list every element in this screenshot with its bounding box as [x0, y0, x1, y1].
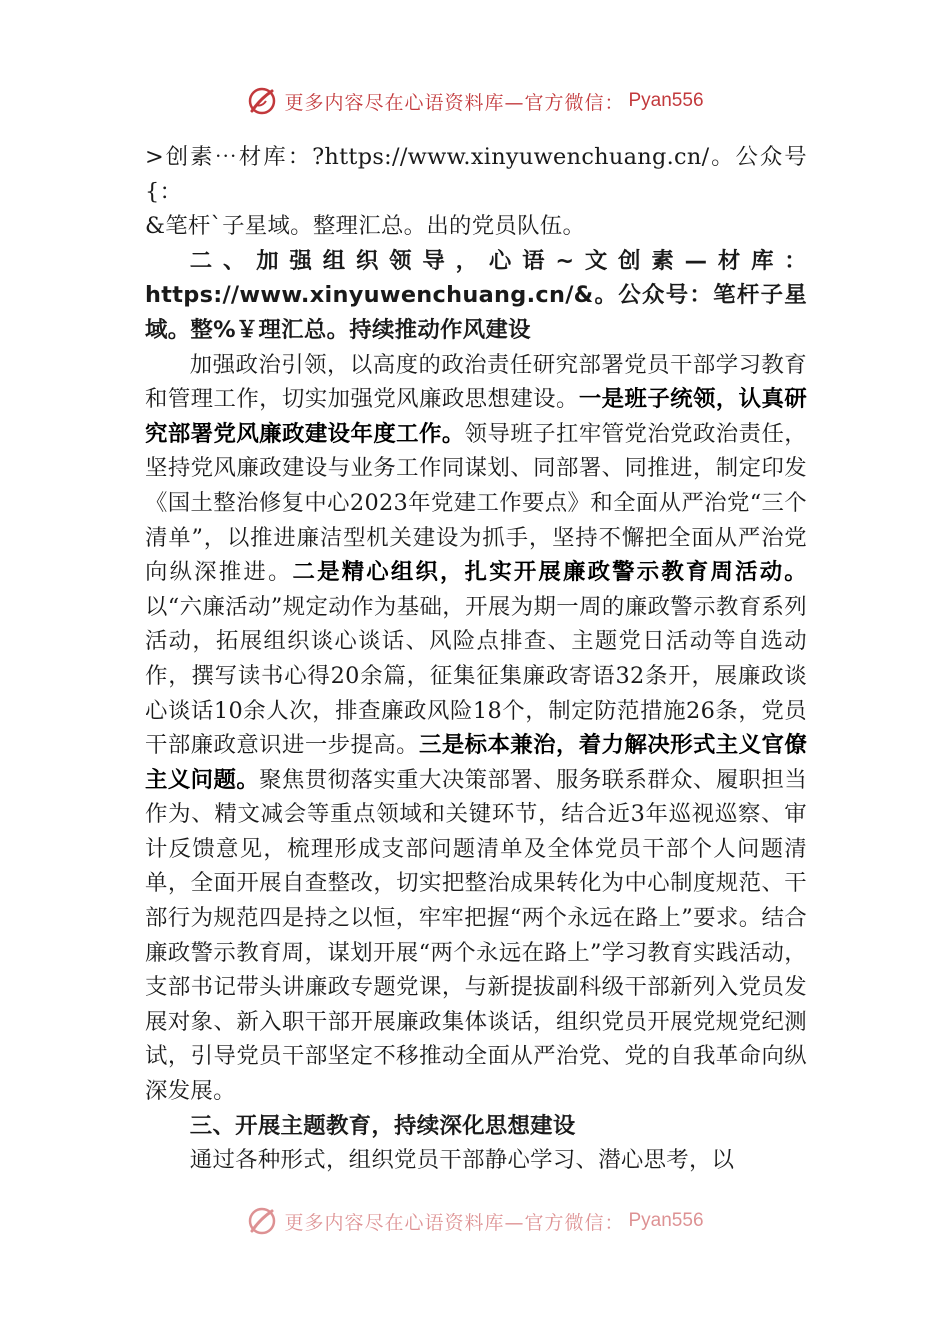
watermark-text: 更多内容尽在心语资料库—官方微信：: [284, 91, 625, 114]
watermark-id: Pyan556: [628, 1210, 704, 1231]
section-2-paragraph: [145, 348, 807, 1109]
point-2-title: 二是精心组织，扎实开展廉政警示教育周活动。: [292, 559, 807, 586]
watermark-id: Pyan556: [628, 90, 704, 111]
para-text: 领导班子扛牢管党治党政治责任，坚持党风廉政建设与业务工作同谋划、同部署、同推进，制定印发《国土整治修复中心2023年党建工作要点》和全面从严治党“三个清单”，以推进廉洁型机关建设为抓手，坚持不懈把全面从严治党向纵深推进。: [145, 420, 807, 586]
watermark-banner-top: [0, 84, 950, 118]
intro-line-1: >创素⋯材库：?https://www.xinyuwenchuang.cn/。公众号{：: [145, 144, 807, 205]
section-3-heading: 三、开展主题教育，持续深化思想建设: [189, 1112, 576, 1139]
para-text: 聚焦贯彻落实重大决策部署、服务联系群众、履职担当作为、精文减会等重点领域和关键环节，结合近3年巡视巡察、审计反馈意见，梳理形成支部问题清单及全体党员干部个人问题清单，全面开展自查整改，切实把整治成果转化为中心制度规范、干部行为规范四是持之以恒，牢牢把握“两个永远在路上”要求。结合廉政警示教育周，谋划开展“两个永远在路上”学习教育实践活动，支部书记带头讲廉政专题党课，与新提拔副科级干部新列入党员发展对象、新入职干部开展廉政集体谈话，组织党员开展党规党纪测试，引导党员干部坚定不移推动全面从严治党、党的自我革命向纵深发展。: [145, 766, 808, 1105]
point-1-title: 一是班子统领，认真研究部署党风廉政建设年度工作。: [145, 386, 808, 447]
watermark-text: 更多内容尽在心语资料库—官方微信：: [284, 1211, 625, 1234]
watermark-banner-bottom: [0, 1206, 950, 1236]
brush-logo-icon: [246, 1205, 278, 1237]
point-3-title: 三是标本兼治，着力解决形式主义官僚主义问题。: [145, 732, 807, 793]
section-3-paragraph: 通过各种形式，组织党员干部静心学习、潜心思考，以: [189, 1147, 735, 1174]
intro-line-2: &笔杆`子星域。整理汇总。出的党员队伍。: [145, 213, 586, 240]
para-text: 以“六廉活动”规定动作为基础，开展为期一周的廉政警示教育系列活动，拓展组织谈心谈话、风险点排查、主题党日活动等自选动作，撰写读书心得20余篇，征集征集廉政寄语32条开，展廉政谈心谈话10余人次，排查廉政风险18个，制定防范措施26条，党员干部廉政意识进一步提高。: [145, 593, 807, 759]
brush-logo-icon: [246, 85, 278, 117]
section-2-heading: 二、加强组织领导，心语~文创素—材库：https://www.xinyuwenchuang.cn/&。公众号：笔杆子星域。整%￥理汇总。持续推动作风建设: [145, 247, 807, 343]
document-body: [145, 140, 807, 1178]
para-text: 加强政治引领，以高度的政治责任研究部署党员干部学习教育和管理工作，切实加强党风廉政思想建设。: [145, 351, 807, 413]
